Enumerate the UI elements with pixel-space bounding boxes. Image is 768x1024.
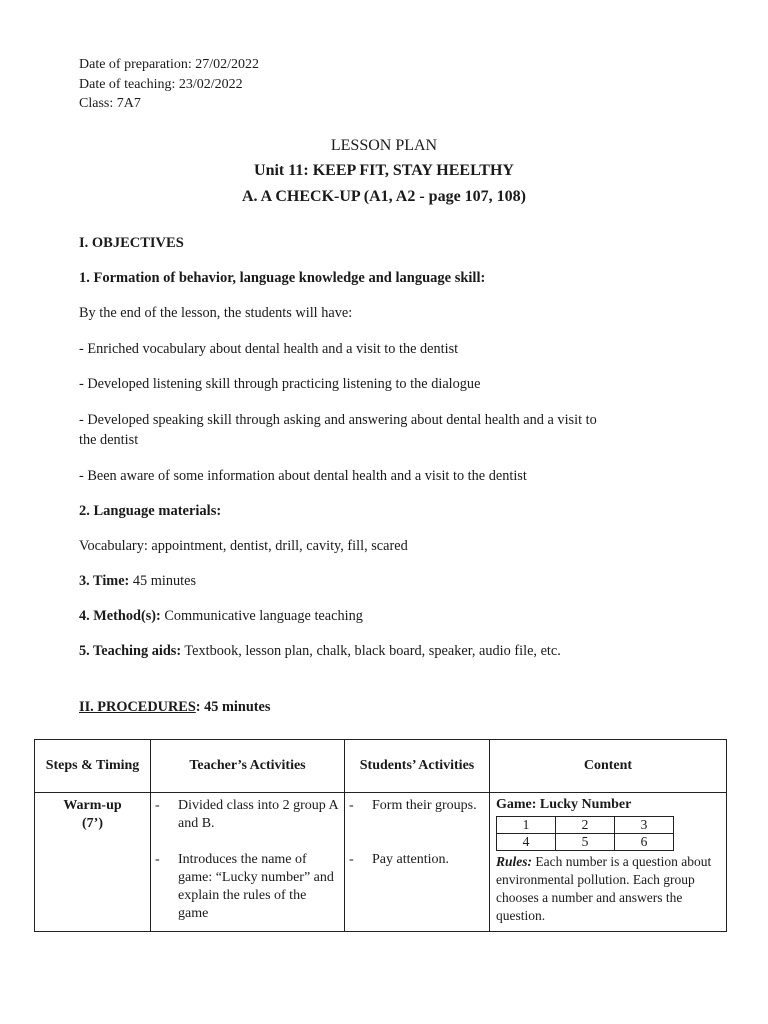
objective-item-continued: the dentist bbox=[79, 432, 139, 448]
time-label: 3. Time: bbox=[79, 573, 130, 589]
game-title: Game: Lucky Number bbox=[496, 797, 632, 812]
list-item: - Introduces the name of game: “Lucky number” and explain the rules of the game bbox=[155, 851, 338, 923]
method-line bbox=[79, 608, 363, 625]
unit-title: Unit 11: KEEP FIT, STAY HEELTHY bbox=[254, 162, 514, 179]
time-value: 45 minutes bbox=[129, 573, 197, 589]
student-activity: Form their groups. bbox=[372, 798, 477, 813]
lucky-number-grid bbox=[496, 816, 674, 851]
lesson-plan-title: LESSON PLAN bbox=[330, 137, 438, 154]
students-activities-cell bbox=[345, 793, 490, 932]
vocabulary-line: Vocabulary: appointment, dentist, drill, cavity, fill, scared bbox=[79, 538, 408, 554]
formation-heading: 1. Formation of behavior, language knowledge and language skill: bbox=[79, 270, 486, 286]
step-cell bbox=[35, 793, 151, 932]
time-line bbox=[79, 573, 196, 590]
teacher-activities-cell bbox=[151, 793, 345, 932]
procedures-table bbox=[34, 739, 727, 932]
list-item: - Pay attention. bbox=[349, 851, 483, 869]
teaching-aids-value: Textbook, lesson plan, chalk, black board, speaker, audio file, etc. bbox=[181, 643, 561, 659]
lucky-number: 4 bbox=[497, 834, 556, 851]
teacher-activity: Divided class into 2 group A and B. bbox=[178, 798, 338, 831]
teaching-aids-label: 5. Teaching aids: bbox=[79, 643, 182, 659]
list-item: - Form their groups. bbox=[349, 797, 483, 815]
teacher-activity: Introduces the name of game: “Lucky number” and explain the rules of the game bbox=[178, 852, 334, 921]
column-header: Content bbox=[490, 740, 727, 793]
objective-item: - Enriched vocabulary about dental health and a visit to the dentist bbox=[79, 341, 459, 357]
list-item: - Divided class into 2 group A and B. bbox=[155, 798, 338, 831]
lucky-number: 3 bbox=[615, 817, 674, 834]
lucky-number: 2 bbox=[556, 817, 615, 834]
objective-item: - Been aware of some information about dental health and a visit to the dentist bbox=[79, 468, 527, 484]
method-value: Communicative language teaching bbox=[160, 608, 363, 624]
objectives-intro: By the end of the lesson, the students will have: bbox=[79, 305, 353, 321]
language-materials-heading: 2. Language materials: bbox=[79, 503, 222, 519]
step-timing: (7’) bbox=[82, 816, 103, 831]
method-label: 4. Method(s): bbox=[79, 608, 161, 624]
table-row bbox=[497, 817, 674, 834]
column-header: Steps & Timing bbox=[35, 740, 151, 793]
lucky-number: 5 bbox=[556, 834, 615, 851]
class-label: Class: 7A7 bbox=[79, 96, 141, 111]
objectives-heading: I. OBJECTIVES bbox=[79, 235, 184, 251]
game-rules bbox=[496, 853, 720, 925]
lucky-number: 6 bbox=[615, 834, 674, 851]
objective-item: - Developed speaking skill through asking and answering about dental health and a visit to bbox=[79, 412, 597, 428]
procedures-title: II. PROCEDURES bbox=[79, 699, 196, 715]
procedures-duration: : 45 minutes bbox=[195, 699, 271, 715]
table-row bbox=[35, 793, 727, 932]
date-of-teaching: Date of teaching: 23/02/2022 bbox=[79, 77, 243, 92]
teaching-aids-line bbox=[79, 643, 561, 660]
date-of-preparation: Date of preparation: 27/02/2022 bbox=[79, 57, 260, 72]
rules-text: Each number is a question about environmental pollution. Each group chooses a number and answers the question. bbox=[496, 854, 712, 923]
table-header-row bbox=[35, 740, 727, 793]
rules-label: Rules: bbox=[496, 854, 533, 869]
column-header: Teacher’s Activities bbox=[151, 740, 345, 793]
column-header: Students’ Activities bbox=[345, 740, 490, 793]
lucky-number: 1 bbox=[497, 817, 556, 834]
student-activity: Pay attention. bbox=[372, 852, 449, 867]
table-row bbox=[497, 834, 674, 851]
step-name: Warm-up bbox=[63, 798, 122, 813]
objective-item: - Developed listening skill through practicing listening to the dialogue bbox=[79, 376, 481, 392]
procedures-heading bbox=[79, 699, 270, 716]
content-cell bbox=[490, 793, 727, 932]
section-title: A. A CHECK-UP (A1, A2 - page 107, 108) bbox=[242, 188, 526, 205]
